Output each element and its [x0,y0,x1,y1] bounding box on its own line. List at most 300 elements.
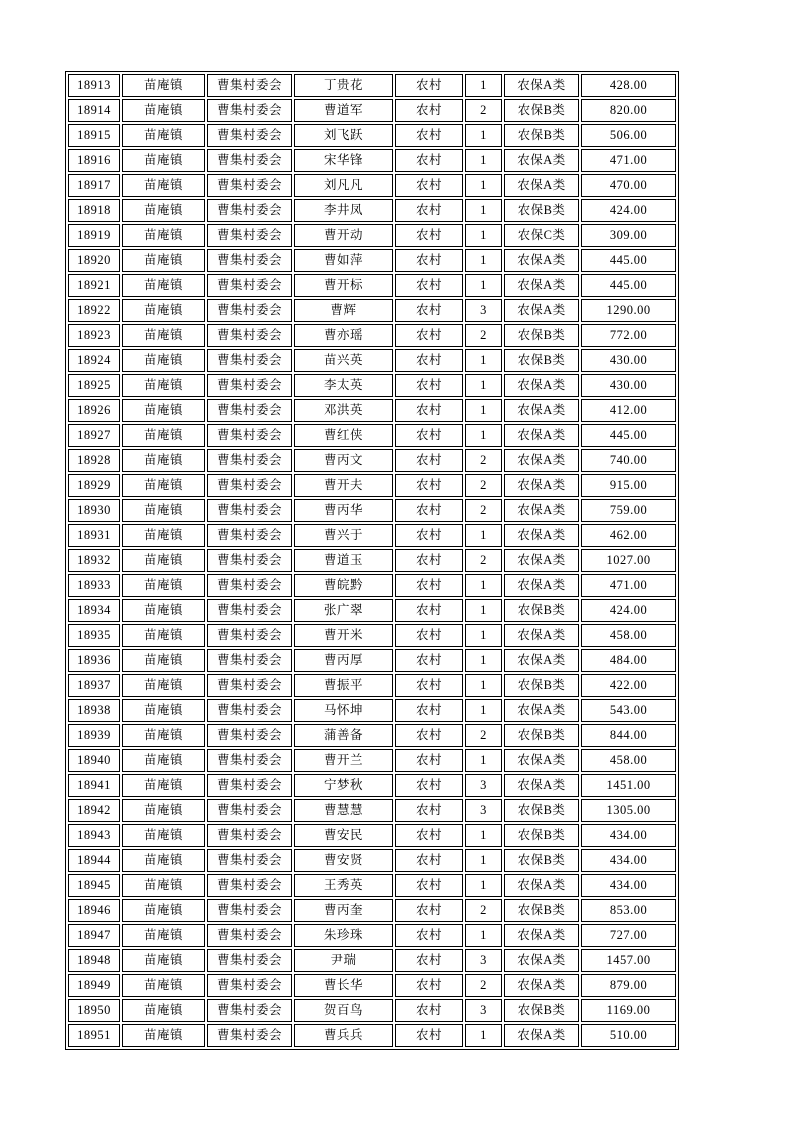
cell-person-name: 曹开兰 [294,749,393,772]
cell-sequence-number: 18949 [68,974,120,997]
cell-person-name: 宋华锋 [294,149,393,172]
cell-amount: 430.00 [581,349,676,372]
cell-amount: 844.00 [581,724,676,747]
cell-village: 曹集村委会 [207,724,292,747]
cell-town: 苗庵镇 [122,674,205,697]
cell-amount: 470.00 [581,174,676,197]
cell-village: 曹集村委会 [207,824,292,847]
table-row [68,449,676,472]
cell-sequence-number: 18935 [68,624,120,647]
cell-sequence-number: 18932 [68,549,120,572]
cell-person-count: 2 [465,549,502,572]
cell-insurance-category: 农保A类 [504,574,579,597]
cell-amount: 462.00 [581,524,676,547]
cell-person-count: 1 [465,74,502,97]
cell-person-count: 2 [465,324,502,347]
cell-person-count: 2 [465,899,502,922]
cell-residence-type: 农村 [395,674,463,697]
cell-insurance-category: 农保A类 [504,624,579,647]
cell-sequence-number: 18926 [68,399,120,422]
table-row [68,724,676,747]
cell-village: 曹集村委会 [207,999,292,1022]
cell-residence-type: 农村 [395,574,463,597]
table-row [68,649,676,672]
cell-village: 曹集村委会 [207,874,292,897]
cell-residence-type: 农村 [395,724,463,747]
cell-insurance-category: 农保B类 [504,199,579,222]
cell-person-name: 曹安贤 [294,849,393,872]
cell-town: 苗庵镇 [122,624,205,647]
cell-residence-type: 农村 [395,549,463,572]
table-row [68,99,676,122]
cell-person-name: 刘凡凡 [294,174,393,197]
cell-person-name: 曹慧慧 [294,799,393,822]
cell-sequence-number: 18944 [68,849,120,872]
cell-person-count: 1 [465,699,502,722]
cell-residence-type: 农村 [395,224,463,247]
cell-insurance-category: 农保A类 [504,74,579,97]
cell-person-count: 2 [465,474,502,497]
cell-sequence-number: 18934 [68,599,120,622]
cell-residence-type: 农村 [395,324,463,347]
cell-town: 苗庵镇 [122,324,205,347]
cell-village: 曹集村委会 [207,474,292,497]
cell-insurance-category: 农保B类 [504,674,579,697]
cell-residence-type: 农村 [395,449,463,472]
cell-sequence-number: 18922 [68,299,120,322]
cell-amount: 510.00 [581,1024,676,1047]
cell-amount: 471.00 [581,574,676,597]
cell-amount: 434.00 [581,824,676,847]
cell-insurance-category: 农保B类 [504,849,579,872]
cell-town: 苗庵镇 [122,299,205,322]
cell-town: 苗庵镇 [122,574,205,597]
cell-person-name: 丁贵花 [294,74,393,97]
cell-insurance-category: 农保A类 [504,174,579,197]
cell-residence-type: 农村 [395,749,463,772]
cell-insurance-category: 农保B类 [504,124,579,147]
cell-amount: 506.00 [581,124,676,147]
cell-residence-type: 农村 [395,599,463,622]
cell-amount: 1451.00 [581,774,676,797]
cell-person-count: 1 [465,924,502,947]
table-body [68,74,676,1047]
cell-amount: 424.00 [581,199,676,222]
table-row [68,499,676,522]
table-row [68,474,676,497]
cell-sequence-number: 18924 [68,349,120,372]
cell-residence-type: 农村 [395,874,463,897]
cell-village: 曹集村委会 [207,424,292,447]
benefits-table [65,71,679,1050]
cell-amount: 484.00 [581,649,676,672]
cell-sequence-number: 18941 [68,774,120,797]
cell-town: 苗庵镇 [122,999,205,1022]
table-row [68,999,676,1022]
cell-person-count: 2 [465,974,502,997]
cell-town: 苗庵镇 [122,499,205,522]
cell-amount: 915.00 [581,474,676,497]
cell-person-name: 曹辉 [294,299,393,322]
cell-person-count: 1 [465,149,502,172]
table-row [68,799,676,822]
cell-person-name: 曹道玉 [294,549,393,572]
cell-sequence-number: 18916 [68,149,120,172]
cell-person-count: 1 [465,874,502,897]
cell-insurance-category: 农保A类 [504,924,579,947]
cell-town: 苗庵镇 [122,849,205,872]
cell-person-name: 邓洪英 [294,399,393,422]
cell-amount: 412.00 [581,399,676,422]
cell-sequence-number: 18950 [68,999,120,1022]
cell-amount: 434.00 [581,849,676,872]
table-row [68,949,676,972]
cell-sequence-number: 18927 [68,424,120,447]
cell-village: 曹集村委会 [207,149,292,172]
cell-insurance-category: 农保A类 [504,424,579,447]
cell-village: 曹集村委会 [207,774,292,797]
cell-person-count: 1 [465,574,502,597]
cell-amount: 471.00 [581,149,676,172]
cell-person-count: 3 [465,949,502,972]
cell-village: 曹集村委会 [207,574,292,597]
table-row [68,924,676,947]
cell-town: 苗庵镇 [122,524,205,547]
cell-sequence-number: 18929 [68,474,120,497]
table-row [68,124,676,147]
cell-person-name: 曹丙华 [294,499,393,522]
cell-insurance-category: 农保B类 [504,99,579,122]
cell-residence-type: 农村 [395,824,463,847]
cell-person-count: 3 [465,299,502,322]
cell-person-name: 曹兴于 [294,524,393,547]
cell-person-name: 蒲善备 [294,724,393,747]
cell-town: 苗庵镇 [122,949,205,972]
cell-sequence-number: 18914 [68,99,120,122]
cell-person-count: 1 [465,849,502,872]
cell-village: 曹集村委会 [207,99,292,122]
cell-residence-type: 农村 [395,949,463,972]
cell-amount: 309.00 [581,224,676,247]
cell-person-name: 曹安民 [294,824,393,847]
cell-amount: 879.00 [581,974,676,997]
cell-village: 曹集村委会 [207,299,292,322]
cell-residence-type: 农村 [395,799,463,822]
cell-residence-type: 农村 [395,999,463,1022]
table-row [68,149,676,172]
cell-amount: 820.00 [581,99,676,122]
cell-insurance-category: 农保B类 [504,324,579,347]
cell-person-count: 1 [465,199,502,222]
cell-sequence-number: 18937 [68,674,120,697]
cell-amount: 1027.00 [581,549,676,572]
cell-amount: 445.00 [581,424,676,447]
cell-amount: 740.00 [581,449,676,472]
cell-village: 曹集村委会 [207,599,292,622]
cell-village: 曹集村委会 [207,399,292,422]
cell-residence-type: 农村 [395,349,463,372]
cell-person-name: 曹开夫 [294,474,393,497]
cell-person-name: 曹开动 [294,224,393,247]
cell-sequence-number: 18930 [68,499,120,522]
cell-amount: 759.00 [581,499,676,522]
cell-village: 曹集村委会 [207,974,292,997]
cell-person-count: 3 [465,774,502,797]
cell-amount: 430.00 [581,374,676,397]
cell-person-count: 1 [465,249,502,272]
cell-village: 曹集村委会 [207,549,292,572]
cell-village: 曹集村委会 [207,174,292,197]
cell-town: 苗庵镇 [122,149,205,172]
cell-town: 苗庵镇 [122,349,205,372]
cell-insurance-category: 农保A类 [504,974,579,997]
cell-residence-type: 农村 [395,74,463,97]
cell-residence-type: 农村 [395,774,463,797]
cell-person-count: 1 [465,224,502,247]
cell-person-count: 2 [465,99,502,122]
cell-person-name: 曹丙厚 [294,649,393,672]
cell-insurance-category: 农保A类 [504,499,579,522]
cell-insurance-category: 农保A类 [504,1024,579,1047]
table-row [68,674,676,697]
cell-residence-type: 农村 [395,624,463,647]
cell-sequence-number: 18920 [68,249,120,272]
cell-town: 苗庵镇 [122,449,205,472]
cell-village: 曹集村委会 [207,849,292,872]
cell-person-count: 1 [465,399,502,422]
table-row [68,299,676,322]
table-row [68,849,676,872]
cell-person-name: 朱珍珠 [294,924,393,947]
cell-town: 苗庵镇 [122,99,205,122]
cell-village: 曹集村委会 [207,674,292,697]
cell-person-count: 1 [465,174,502,197]
cell-sequence-number: 18933 [68,574,120,597]
cell-village: 曹集村委会 [207,449,292,472]
cell-amount: 772.00 [581,324,676,347]
cell-amount: 1305.00 [581,799,676,822]
cell-amount: 422.00 [581,674,676,697]
cell-insurance-category: 农保B类 [504,799,579,822]
cell-person-name: 尹瑞 [294,949,393,972]
cell-insurance-category: 农保B类 [504,824,579,847]
cell-person-count: 1 [465,624,502,647]
cell-insurance-category: 农保A类 [504,649,579,672]
cell-residence-type: 农村 [395,249,463,272]
cell-person-count: 2 [465,499,502,522]
cell-sequence-number: 18939 [68,724,120,747]
table-row [68,624,676,647]
cell-residence-type: 农村 [395,499,463,522]
cell-person-count: 2 [465,724,502,747]
cell-sequence-number: 18945 [68,874,120,897]
table-row [68,524,676,547]
table-row [68,574,676,597]
cell-town: 苗庵镇 [122,374,205,397]
cell-person-name: 曹道军 [294,99,393,122]
table-row [68,349,676,372]
cell-person-name: 张广翠 [294,599,393,622]
cell-insurance-category: 农保B类 [504,349,579,372]
cell-town: 苗庵镇 [122,224,205,247]
cell-sequence-number: 18915 [68,124,120,147]
cell-village: 曹集村委会 [207,924,292,947]
cell-insurance-category: 农保A类 [504,874,579,897]
cell-town: 苗庵镇 [122,249,205,272]
table-row [68,74,676,97]
cell-town: 苗庵镇 [122,474,205,497]
cell-sequence-number: 18936 [68,649,120,672]
cell-residence-type: 农村 [395,299,463,322]
cell-amount: 445.00 [581,274,676,297]
cell-sequence-number: 18940 [68,749,120,772]
cell-insurance-category: 农保A类 [504,474,579,497]
cell-person-name: 曹红侠 [294,424,393,447]
cell-village: 曹集村委会 [207,624,292,647]
table-row [68,899,676,922]
cell-village: 曹集村委会 [207,124,292,147]
cell-person-count: 1 [465,1024,502,1047]
cell-residence-type: 农村 [395,474,463,497]
cell-person-name: 曹开标 [294,274,393,297]
cell-residence-type: 农村 [395,524,463,547]
cell-person-name: 曹皖黔 [294,574,393,597]
cell-amount: 458.00 [581,624,676,647]
cell-village: 曹集村委会 [207,499,292,522]
cell-sequence-number: 18921 [68,274,120,297]
cell-town: 苗庵镇 [122,874,205,897]
cell-residence-type: 农村 [395,974,463,997]
cell-town: 苗庵镇 [122,824,205,847]
cell-amount: 1169.00 [581,999,676,1022]
table-row [68,874,676,897]
cell-town: 苗庵镇 [122,424,205,447]
cell-person-name: 苗兴英 [294,349,393,372]
cell-amount: 458.00 [581,749,676,772]
cell-residence-type: 农村 [395,649,463,672]
table-row [68,1024,676,1047]
cell-sequence-number: 18919 [68,224,120,247]
cell-residence-type: 农村 [395,924,463,947]
cell-residence-type: 农村 [395,399,463,422]
cell-person-name: 王秀英 [294,874,393,897]
cell-insurance-category: 农保A类 [504,399,579,422]
cell-village: 曹集村委会 [207,324,292,347]
table-row [68,399,676,422]
cell-insurance-category: 农保A类 [504,524,579,547]
table-row [68,249,676,272]
cell-town: 苗庵镇 [122,399,205,422]
cell-town: 苗庵镇 [122,974,205,997]
cell-insurance-category: 农保B类 [504,599,579,622]
cell-residence-type: 农村 [395,1024,463,1047]
cell-insurance-category: 农保A类 [504,299,579,322]
cell-person-count: 1 [465,674,502,697]
cell-town: 苗庵镇 [122,174,205,197]
cell-sequence-number: 18918 [68,199,120,222]
cell-town: 苗庵镇 [122,274,205,297]
cell-town: 苗庵镇 [122,924,205,947]
cell-person-count: 2 [465,449,502,472]
cell-village: 曹集村委会 [207,349,292,372]
table-row [68,424,676,447]
cell-amount: 445.00 [581,249,676,272]
cell-residence-type: 农村 [395,124,463,147]
table-row [68,199,676,222]
cell-person-count: 1 [465,424,502,447]
cell-person-count: 1 [465,824,502,847]
cell-person-name: 宁梦秋 [294,774,393,797]
cell-person-count: 1 [465,649,502,672]
cell-town: 苗庵镇 [122,649,205,672]
cell-insurance-category: 农保A类 [504,749,579,772]
cell-town: 苗庵镇 [122,124,205,147]
cell-town: 苗庵镇 [122,774,205,797]
cell-sequence-number: 18948 [68,949,120,972]
cell-town: 苗庵镇 [122,699,205,722]
table-row [68,749,676,772]
cell-town: 苗庵镇 [122,749,205,772]
cell-amount: 1290.00 [581,299,676,322]
cell-village: 曹集村委会 [207,199,292,222]
table-row [68,374,676,397]
cell-sequence-number: 18943 [68,824,120,847]
table-row [68,599,676,622]
cell-town: 苗庵镇 [122,899,205,922]
cell-person-name: 曹丙文 [294,449,393,472]
cell-sequence-number: 18917 [68,174,120,197]
cell-person-name: 曹如萍 [294,249,393,272]
cell-village: 曹集村委会 [207,649,292,672]
cell-residence-type: 农村 [395,149,463,172]
cell-insurance-category: 农保A类 [504,149,579,172]
cell-residence-type: 农村 [395,199,463,222]
cell-village: 曹集村委会 [207,749,292,772]
cell-person-count: 1 [465,599,502,622]
table-row [68,824,676,847]
cell-residence-type: 农村 [395,174,463,197]
cell-sequence-number: 18942 [68,799,120,822]
cell-person-count: 1 [465,124,502,147]
cell-insurance-category: 农保A类 [504,549,579,572]
cell-insurance-category: 农保A类 [504,949,579,972]
cell-sequence-number: 18951 [68,1024,120,1047]
cell-village: 曹集村委会 [207,224,292,247]
cell-sequence-number: 18928 [68,449,120,472]
cell-residence-type: 农村 [395,849,463,872]
cell-village: 曹集村委会 [207,1024,292,1047]
cell-amount: 434.00 [581,874,676,897]
cell-residence-type: 农村 [395,424,463,447]
cell-insurance-category: 农保A类 [504,249,579,272]
cell-amount: 428.00 [581,74,676,97]
cell-town: 苗庵镇 [122,724,205,747]
cell-insurance-category: 农保C类 [504,224,579,247]
table-row [68,174,676,197]
cell-residence-type: 农村 [395,699,463,722]
cell-amount: 727.00 [581,924,676,947]
cell-sequence-number: 18947 [68,924,120,947]
cell-sequence-number: 18913 [68,74,120,97]
cell-person-name: 曹长华 [294,974,393,997]
cell-village: 曹集村委会 [207,74,292,97]
cell-person-count: 1 [465,749,502,772]
cell-person-name: 曹开米 [294,624,393,647]
cell-town: 苗庵镇 [122,599,205,622]
cell-village: 曹集村委会 [207,799,292,822]
cell-insurance-category: 农保B类 [504,899,579,922]
cell-village: 曹集村委会 [207,524,292,547]
